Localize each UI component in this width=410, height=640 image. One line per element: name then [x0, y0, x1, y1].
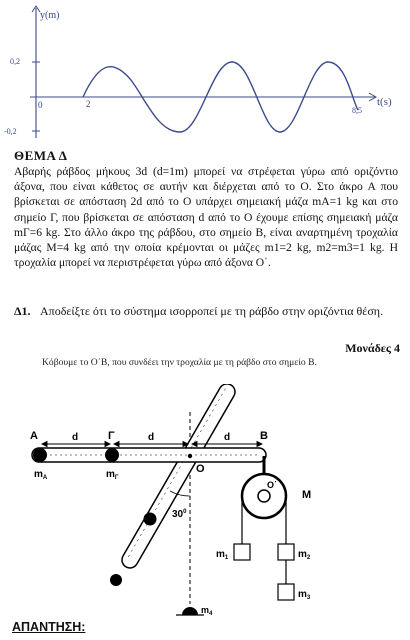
label-d1: d [72, 432, 79, 443]
label-M: Μ [302, 489, 312, 501]
tilted-rod [119, 384, 238, 571]
mass-m2-box [278, 544, 294, 560]
pulley-axle [258, 490, 270, 502]
label-G: Γ [108, 430, 115, 442]
y-axis-label: y(m) [40, 10, 60, 21]
label-m4: $m_4$ [201, 605, 213, 617]
label-B: Β [260, 430, 268, 442]
label-angle: $30^0$ [172, 509, 187, 520]
rod-end-dot [110, 574, 122, 586]
mass-m4-dome [182, 607, 198, 615]
x-axis-label: t(s) [377, 96, 392, 108]
label-m3: $m_3$ [298, 589, 311, 601]
units-label: Μονάδες 4 [345, 341, 400, 355]
problem-text: Αβαρής ράβδος μήκους 3d (d=1m) μπορεί να στρέφεται γύρω από οριζόντιο άξονα, που είναι κάθετος σε αυτήν και διέρχεται από το Ο. Στο άκρο Α που βρίσκεται σε απόσταση 2d από το Ο υπάρχει σημειακή μάζα mA=1 kg και στο σημείο Γ, που βρίσκεται σε απόσταση d από το Ο έχουμε επίσης σημειακή μάζα mΓ=6 kg. Στο άλλο άκρο της ράβδου, στο σημείο Β, είναι αναρτημένη τροχαλία μάζας Μ=4 kg από την οποία κρέμονται οι μάζες m1=2 kg, m2=m3=1 kg. Η τροχαλία μπορεί να περιστρέφεται γύρω από άξονα Ο΄. [14, 165, 398, 270]
answer-heading: ΑΠΑΝΤΗΣΗ: [12, 620, 86, 634]
theme-title: ΘΕΜΑ Δ [14, 148, 68, 163]
rod-mass-dot [144, 513, 157, 526]
x-tick-end: 8,5 [352, 106, 362, 115]
label-m1: $m_1$ [216, 549, 229, 561]
label-d3: d [224, 432, 231, 443]
mass-m3-box [278, 584, 294, 600]
label-O: Ο [196, 463, 205, 475]
mass-m1-box [234, 544, 250, 560]
question-text: Αποδείξτε ότι το σύστημα ισορροπεί με τη ράβδο στην οριζόντια θέση. [40, 304, 384, 318]
label-mG: $m_\Gamma$ [106, 469, 119, 481]
x-tick-start: 2 [86, 99, 91, 109]
label-Oprime: Ο΄ [267, 480, 277, 490]
label-m2: $m_2$ [298, 549, 311, 561]
pivot-O [188, 454, 192, 458]
mass-G-dot [105, 448, 119, 462]
note-text: Κόβουμε το Ο΄Β, που συνδέει την τροχαλία με τη ράβδο στο σημείο Β. [42, 357, 317, 368]
label-mA: $m_A$ [34, 469, 48, 481]
label-d2: d [148, 432, 155, 443]
label-A: Α [30, 430, 38, 442]
rod-pulley-diagram [0, 384, 410, 620]
oscillation-graph [0, 0, 410, 145]
y-tick-top: 0,2 [10, 57, 20, 66]
origin-label: 0 [38, 100, 43, 110]
mass-A-dot [33, 448, 47, 462]
y-tick-bottom: -0,2 [4, 127, 17, 136]
question-label: Δ1. [14, 304, 31, 318]
